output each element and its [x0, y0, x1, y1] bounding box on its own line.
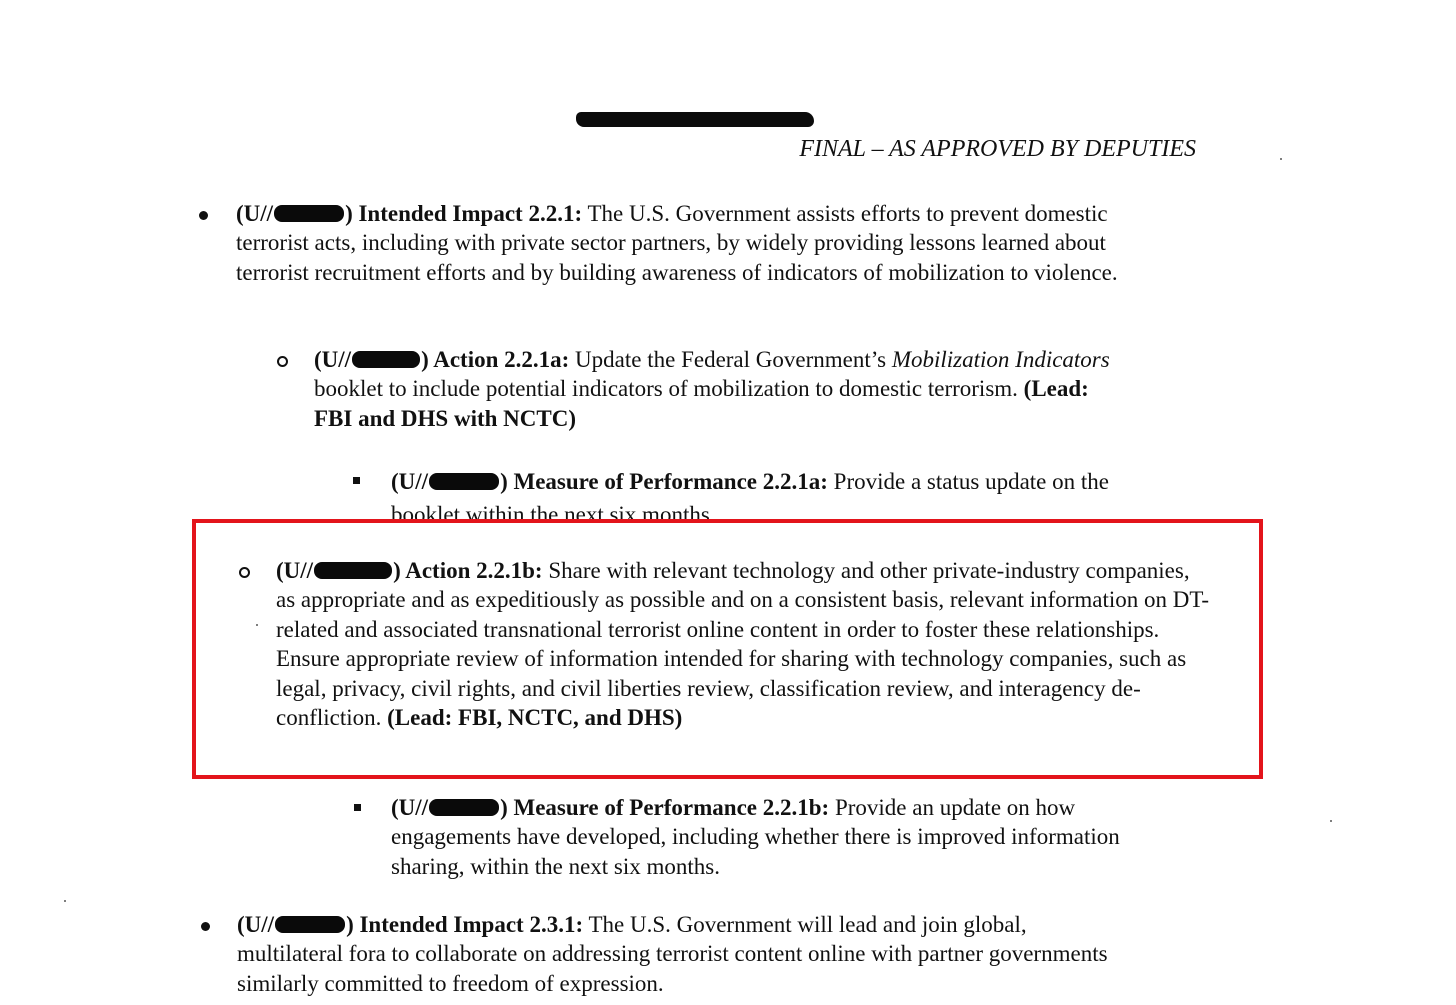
item-text-continued: booklet within the next six months.	[391, 502, 716, 521]
redacted-classification-marking	[576, 112, 814, 127]
item-label: Measure of Performance 2.2.1b:	[513, 795, 830, 820]
item-label: Action 2.2.1b:	[405, 558, 543, 583]
bullet-circle-icon	[277, 356, 288, 367]
measure-2-2-1a	[391, 467, 1221, 496]
redaction-bar	[429, 473, 499, 490]
marking-prefix: (U//	[236, 201, 274, 226]
item-text: Update the Federal Government’s	[575, 347, 887, 372]
marking-suffix: )	[500, 469, 508, 494]
marking-suffix: )	[393, 558, 401, 583]
scan-speck	[256, 624, 258, 626]
marking-suffix: )	[500, 795, 508, 820]
marking-prefix: (U//	[237, 912, 275, 937]
item-text: Provide a status update on the	[833, 469, 1109, 494]
item-text: The U.S. Government assists efforts to prevent domestic terrorist acts, including with private sector partners, by widely providing lessons learned about terrorist recruitment efforts and by building awareness of indicators of mobilization to violence.	[236, 201, 1118, 285]
action-2-2-1b	[276, 556, 1211, 732]
redaction-bar	[275, 916, 345, 933]
bullet-disc-icon	[201, 922, 210, 931]
redaction-bar	[314, 562, 392, 579]
item-label: Intended Impact 2.2.1:	[358, 201, 583, 226]
marking-suffix: )	[345, 201, 353, 226]
item-text: Provide an update on how engagements have developed, including whether there is improved information sharing, within the next six months.	[391, 795, 1120, 879]
marking-prefix: (U//	[276, 558, 314, 583]
document-status: FINAL – AS APPROVED BY DEPUTIES	[799, 136, 1196, 162]
lead-agencies: (Lead: FBI and DHS with NCTC)	[314, 376, 1089, 431]
redaction-bar	[352, 351, 420, 368]
booklet-title: Mobilization Indicators	[891, 347, 1110, 372]
redaction-bar	[274, 205, 344, 222]
item-text-continued: booklet to include potential indicators of mobilization to domestic terrorism.	[314, 376, 1018, 402]
item-label: Intended Impact 2.3.1:	[359, 912, 584, 937]
lead-agencies: (Lead: FBI, NCTC, and DHS)	[387, 705, 683, 731]
item-label: Action 2.2.1a:	[433, 347, 570, 372]
scan-speck	[1280, 158, 1282, 160]
marking-suffix: )	[346, 912, 354, 937]
item-text: Share with relevant technology and other private-industry companies, as appropriate and as expeditiously as possible and on a consistent basis, relevant information on DT-related and associated transnational terrorist online content in order to foster these relationships. Ensure appropriate review of information intended for sharing with technology companies, such as legal, privacy, civil rights, and civil liberties review, classification review, and interagency de-confliction.	[276, 558, 1209, 731]
item-text: The U.S. Government will lead and join global, multilateral fora to collaborate on addressing terrorist content online with partner governments similarly committed to freedom of expression.	[237, 912, 1108, 996]
intended-impact-2-2-1	[236, 199, 1171, 287]
bullet-square-icon	[353, 477, 360, 484]
redaction-bar	[429, 799, 499, 816]
marking-suffix: )	[421, 347, 429, 372]
bullet-circle-icon	[239, 567, 250, 578]
measure-2-2-1a-cut-line	[391, 500, 911, 521]
marking-prefix: (U//	[391, 795, 429, 820]
measure-2-2-1b	[391, 793, 1181, 881]
item-label: Measure of Performance 2.2.1a:	[513, 469, 828, 494]
scan-speck	[64, 900, 66, 902]
marking-prefix: (U//	[314, 347, 352, 372]
marking-prefix: (U//	[391, 469, 429, 494]
action-2-2-1a	[314, 345, 1114, 433]
bullet-square-icon	[354, 804, 361, 811]
scan-speck	[1330, 820, 1332, 822]
bullet-disc-icon	[199, 211, 208, 220]
intended-impact-2-3-1	[237, 910, 1127, 998]
